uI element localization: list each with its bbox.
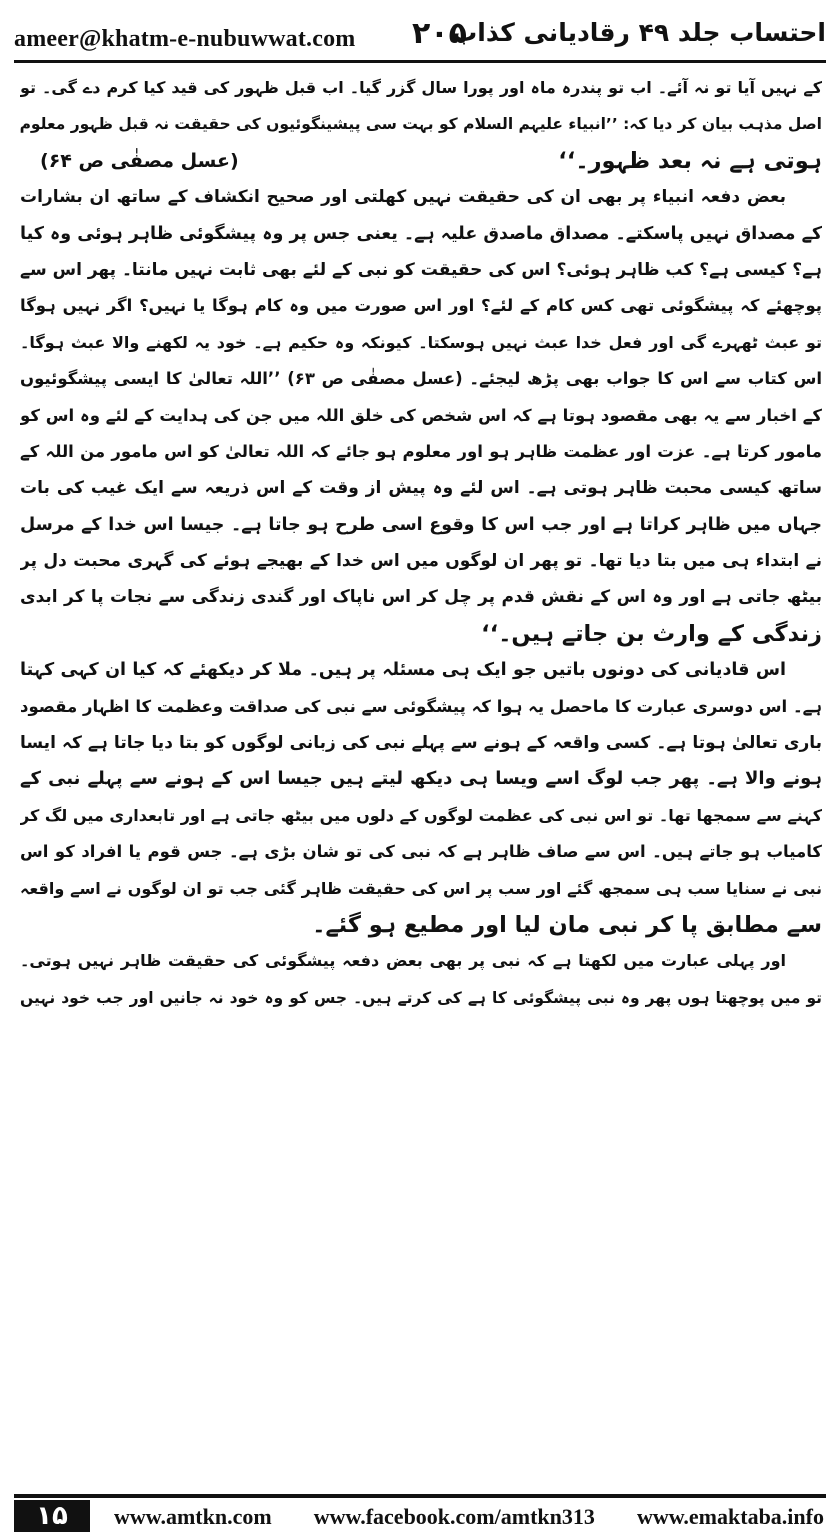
page-header: [12, 8, 826, 60]
text-line: کے مصداق نہیں پاسکتے۔ مصداق ماصدق علیہ ہے۔ یعنی جس پر وہ پیشگوئی ظاہر ہوئی وہ کیا: [20, 223, 822, 244]
footer-link-amtkn[interactable]: www.amtkn.com: [114, 1504, 272, 1529]
quote-end-line: [20, 143, 822, 179]
text-line: جہاں میں ظاہر کراتا ہے اور جب اس کا وقوع اسی طرح ہو جاتا ہے۔ جیسا اس خدا کے مرسل: [20, 514, 822, 535]
header-title: احتساب جلد ۴۹ رقادیانی کذاب: [452, 18, 826, 47]
text-line: ہونے والا ہے۔ پھر جب لوگ اسے ویسا ہی دیکھ لیتے ہیں جیسا اس کے ہونے سے پہلے نبی کے: [20, 768, 822, 790]
text-line: تو میں پوچھتا ہوں پھر وہ نبی پیشگوئی کا ہے کی کرتے ہیں۔ جس کو وہ خود نہ جانیں اور جب خود نہیں: [20, 988, 822, 1007]
text-line: بعض دفعہ انبیاء پر بھی ان کی حقیقت نہیں کھلتی اور صحیح انکشاف کے ساتھ ان بشارات: [20, 187, 786, 208]
footer-link-emaktaba[interactable]: www.emaktaba.info: [636, 1504, 824, 1529]
text-line: اس کتاب سے اس کا جواب بھی پڑھ لیجئے۔ (عسل مصفٰی ص ۶۳) ’’اللہ تعالیٰ کا ایسی پیشگوئیوں: [20, 369, 822, 389]
text-line: بیٹھ جاتی ہے اور وہ اس کے نقش قدم پر چل کر اس ناپاک اور گندی زندگی سے نجات پا کر ابدی: [20, 587, 822, 608]
footer-page-number: ۱۵: [14, 1500, 90, 1532]
footer-divider: [14, 1494, 826, 1498]
text-line: نبی نے سنایا سب ہی سمجھ گئے اور سب پر اس کی حقیقت ظاہر گئی جب تو ان لوگوں نے اسے واقعہ: [20, 878, 822, 898]
header-email: ameer@khatm-e-nubuwwat.com: [14, 26, 356, 52]
text-line: مامور کرتا ہے۔ عزت اور عظمت ظاہر ہو اور معلوم ہو جائے کہ اللہ تعالیٰ کو اس مامور من اللہ کے: [20, 441, 822, 461]
text-line: کے نہیں آیا تو نہ آئے۔ اب تو پندرہ ماہ اور پورا سال گزر گیا۔ اب قبل ظہور کی قید کیا کرم دے گی۔ تو: [20, 78, 822, 97]
text-line: کے اخبار سے یہ بھی مقصود ہوتا ہے کہ اس شخص کی خلق اللہ میں جن کی ہدایت کے لئے وہ اس کو: [20, 405, 822, 425]
text-line: کہنے سے سمجھا تھا۔ تو اس نبی کی عظمت لوگوں کے دلوں میں بیٹھ جاتی ہے اور تابعداری میں لگ کر: [20, 805, 822, 825]
text-line: تو عبث ٹھہرے گی اور فعل خدا عبث نہیں ہوسکتا۔ کیونکہ وہ حکیم ہے۔ خود یہ لکھنے والا عبث ہوگا۔: [20, 332, 822, 352]
text-line: زندگی کے وارث بن جاتے ہیں۔‘‘: [481, 620, 822, 647]
text-line: کامیاب ہو جاتے ہیں۔ اس سے صاف ظاہر ہے کہ نبی کی تو شان بڑی ہے۔ جس قوم یا افراد کو اس: [20, 842, 822, 862]
citation: (عسل مصفٰی ص ۶۴): [40, 149, 239, 172]
text-line: ساتھ کیسی محبت ظاہر ہوتی ہے۔ اس لئے وہ پیش از وقت کے اس ذریعہ سے ایک غیب کی بات: [20, 478, 822, 499]
text-line: اصل مذہب بیان کر دیا کہ: ’’انبیاء علیہم السلام کو بہت سی پیشینگوئیوں کی حقیقت نہ قبل ظہور معلوم: [20, 115, 822, 134]
text-line: ہے۔ اس دوسری عبارت کا ماحصل یہ ہوا کہ پیشگوئی سے نبی کی صداقت وعظمت کا اظہار مقصود: [20, 696, 822, 716]
header-divider: [14, 60, 826, 63]
text-line: پوچھئے کہ پیشگوئی تھی کس کام کے لئے؟ اور اس صورت میں وہ کام ہوگا یا نہیں؟ اگر نہیں ہوگا: [20, 296, 822, 316]
text-line: سے مطابق پا کر نبی مان لیا اور مطیع ہو گئے۔: [312, 911, 822, 938]
page-footer: [14, 1494, 826, 1534]
text-line: ہوتی ہے نہ بعد ظہور۔‘‘: [558, 147, 822, 174]
text-line: اور پہلی عبارت میں لکھتا ہے کہ نبی پر بھی بعض دفعہ پیشگوئی کی حقیقت ظاہر نہیں ہوتی۔: [20, 951, 786, 971]
text-line: باری تعالیٰ ہوتا ہے۔ کسی واقعہ کے ہونے سے پہلے نبی کی زبانی لوگوں کو بتا دیا جاتا ہے کہ ایسا: [20, 733, 822, 754]
body-text: [20, 70, 822, 1016]
footer-link-facebook[interactable]: www.facebook.com/amtkn313: [313, 1504, 595, 1529]
header-page-number: ۲۰۵: [412, 16, 467, 51]
text-line: نے ابتداء ہی میں بتا دیا تھا۔ تو پھر ان لوگوں میں اس خدا کے بھیجے ہوئے کی گہری محبت دل پر: [20, 551, 822, 572]
text-line: اس قادیانی کی دونوں باتیں جو ایک ہی مسئلہ پر ہیں۔ ملا کر دیکھئے کہ کیا ان کہی کہتا: [20, 660, 786, 681]
footer-links: [114, 1504, 824, 1530]
text-line: ہے؟ کیسی ہے؟ کب ظاہر ہوئی؟ اس کی حقیقت کو نبی کے لئے بھی ثابت نہیں مانتا۔ پھر اس سے: [20, 259, 822, 280]
